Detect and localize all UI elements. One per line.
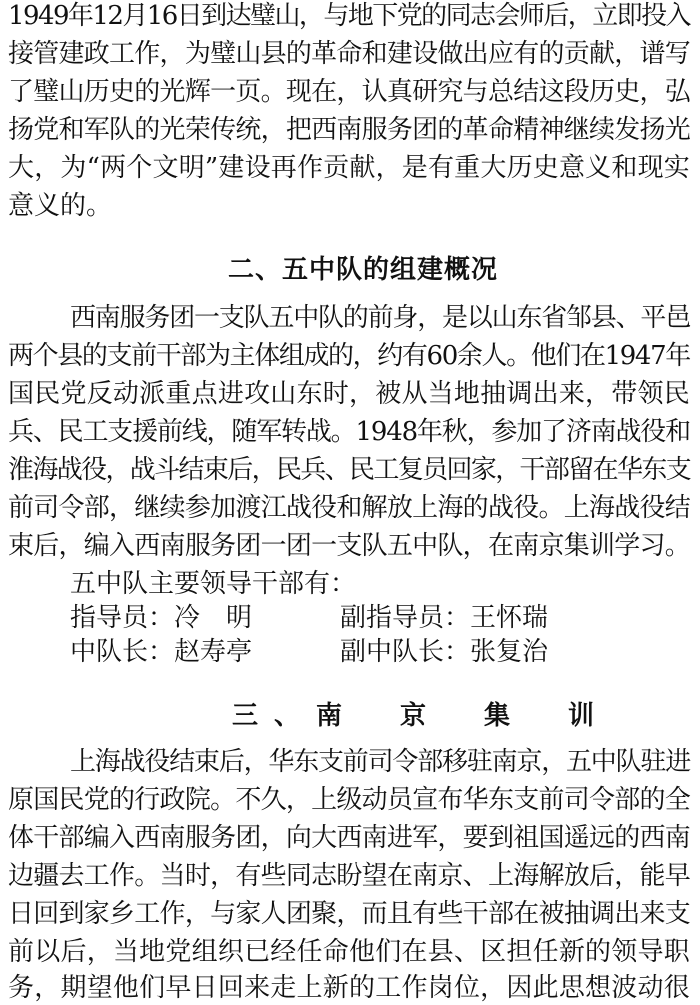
leader-name: 冷 明 [174, 603, 253, 633]
text-line: 两个县的支前干部为主体组成的，约有60余人。他们在1947年 [8, 341, 690, 371]
leader-role: 副中队长： [340, 637, 471, 667]
text-line: 体干部编入西南服务团，向大西南进军，要到祖国遥远的西南 [8, 823, 691, 853]
text-line: 务，期望他们早日回来走上新的工作岗位，因此思想波动很 [8, 973, 690, 1003]
text-line: 兵、民工支援前线，随军转战。1948年秋，参加了济南战役和 [8, 417, 690, 447]
text-line: 束后，编入西南服务团一团一支队五中队，在南京集训学习。 [8, 531, 691, 561]
section-three-heading: 三、南 京 集 训 [232, 701, 611, 731]
text-line: 上海战役结束后，华东支前司令部移驻南京，五中队驻进 [70, 747, 691, 777]
text-line: 接管建政工作，为璧山县的革命和建设做出应有的贡献，谱写 [8, 39, 691, 69]
text-line: 五中队主要领导干部有： [70, 569, 357, 599]
text-line: 了璧山历史的光辉一页。现在，认真研究与总结这段历史，弘 [8, 77, 691, 107]
text-line: 边疆去工作。当时，有些同志盼望在南京、上海解放后，能早 [8, 861, 691, 891]
leader-name: 王怀瑞 [470, 603, 549, 633]
leader-role: 中队长： [70, 637, 175, 667]
text-line: 国民党反动派重点进攻山东时，被从当地抽调出来，带领民 [8, 379, 690, 409]
leader-role: 指导员： [70, 603, 175, 633]
text-line: 西南服务团一支队五中队的前身，是以山东省邹县、平邑 [70, 303, 691, 333]
text-line: 前以后，当地党组织已经任命他们在县、区担任新的领导职 [8, 937, 690, 967]
text-line: 日回到家乡工作，与家人团聚，而且有些干部在被抽调出来支 [8, 899, 691, 929]
text-line: 1949年12月16日到达璧山，与地下党的同志会师后，立即投入 [8, 1, 690, 31]
section-two-heading: 二、五中队的组建概况 [228, 255, 499, 285]
text-line: 前司令部，继续参加渡江战役和解放上海的战役。上海战役结 [8, 493, 691, 523]
leader-name: 张复治 [470, 637, 549, 667]
leader-name: 赵寿亭 [174, 637, 253, 667]
text-line: 大，为“两个文明”建设再作贡献，是有重大历史意义和现实 [8, 153, 690, 183]
text-line: 原国民党的行政院。不久，上级动员宣布华东支前司令部的全 [8, 785, 691, 815]
text-line: 意义的。 [8, 191, 113, 221]
leader-role: 副指导员： [340, 603, 471, 633]
text-line: 扬党和军队的光荣传统，把西南服务团的革命精神继续发扬光 [8, 115, 691, 145]
text-line: 淮海战役，战斗结束后，民兵、民工复员回家，干部留在华东支 [8, 455, 691, 485]
